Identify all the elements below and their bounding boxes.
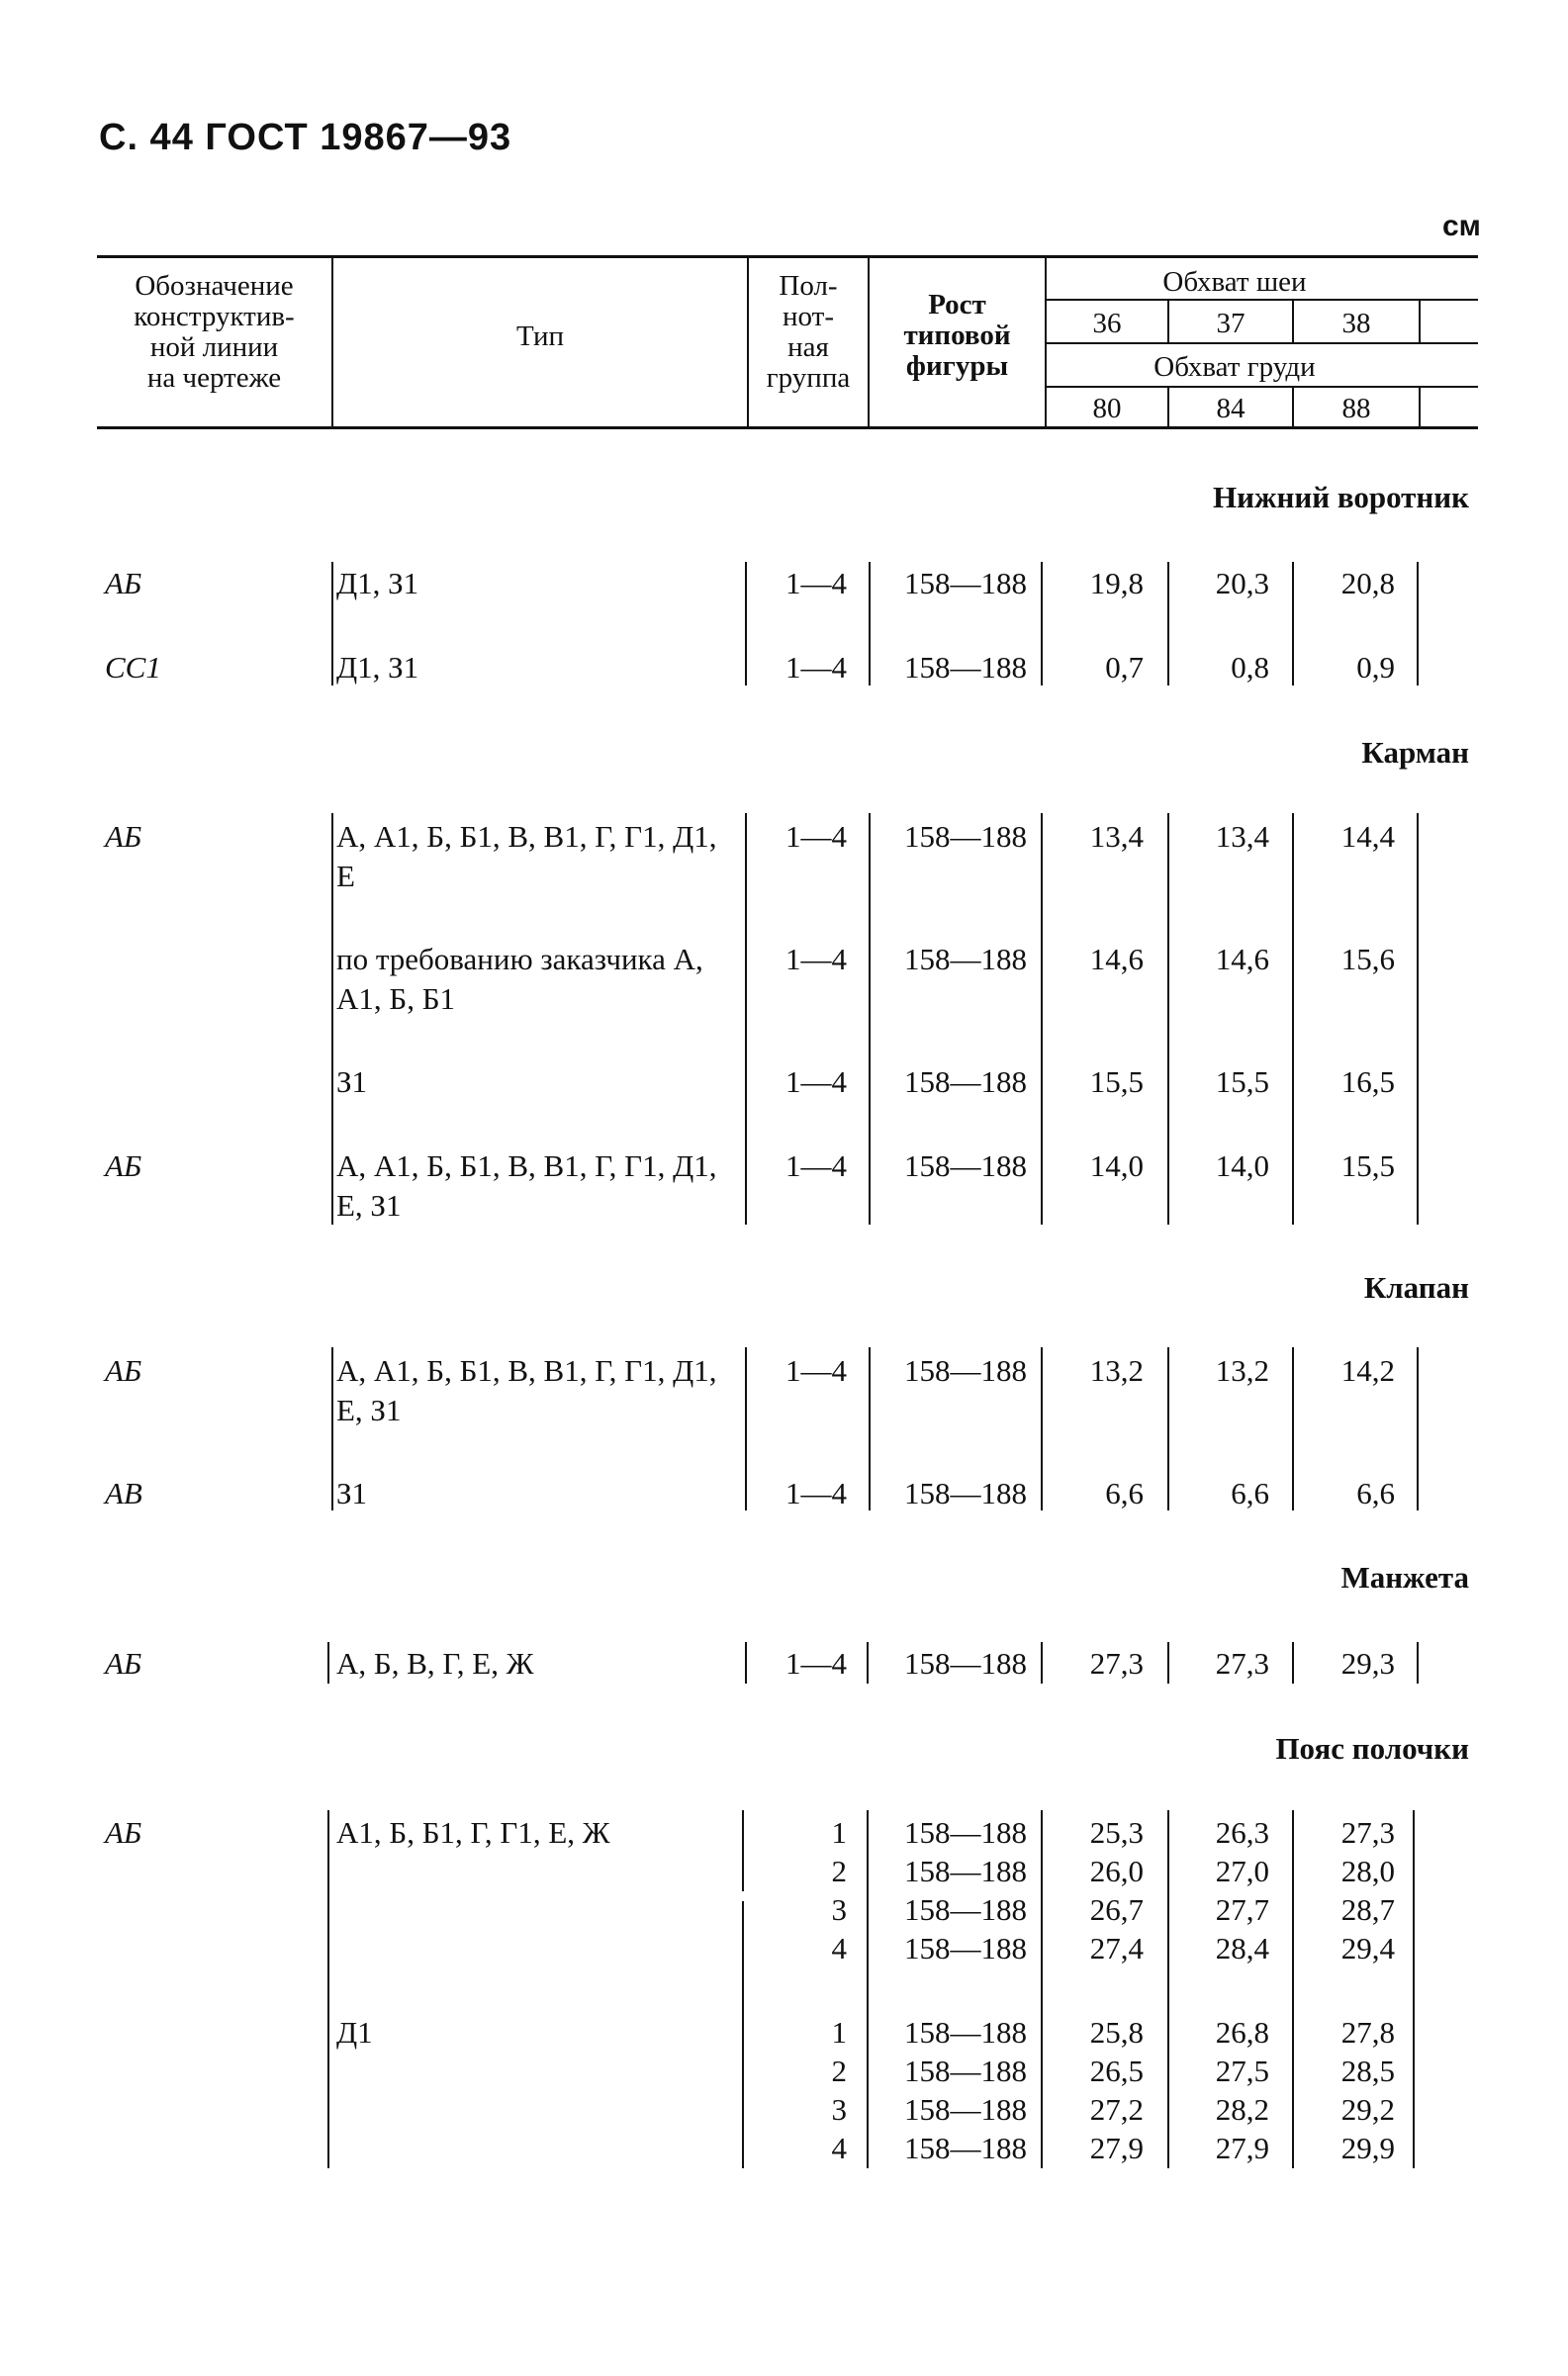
- cell-value: 14,0: [1215, 1148, 1269, 1183]
- cell-value: 16,5: [1340, 1064, 1395, 1099]
- cell-code: АБ: [105, 1646, 142, 1681]
- cell-group: 1—4: [785, 650, 847, 685]
- neck-value: 36: [1092, 308, 1122, 339]
- cell-value: 26,5: [1089, 2054, 1144, 2088]
- column-rule: [869, 562, 871, 685]
- cell-group: 2: [831, 1854, 847, 1888]
- neck-girth-label: Обхват шеи: [1162, 266, 1307, 298]
- column-rule: [331, 813, 333, 1225]
- cell-value: 0,9: [1356, 650, 1395, 685]
- neck-values-rule: [1047, 342, 1478, 344]
- cell-rost: 158—188: [904, 1148, 1027, 1183]
- cell-group: 1: [831, 1815, 847, 1850]
- neck-value: 38: [1341, 308, 1371, 339]
- column-rule: [327, 1642, 329, 1684]
- col-header-group-line: группа: [766, 362, 851, 394]
- cell-value: 15,5: [1215, 1064, 1269, 1099]
- cell-value: 27,9: [1089, 2131, 1144, 2165]
- column-rule: [1167, 813, 1169, 1225]
- cell-rost: 158—188: [904, 650, 1027, 685]
- col-header-code-line: ной линии: [149, 331, 279, 363]
- cell-type: А, А1, Б, Б1, В, В1, Г, Г1, Д1, Е, З1: [336, 1353, 717, 1427]
- cell-group: 4: [831, 2131, 847, 2165]
- cell-code: АБ: [105, 566, 142, 600]
- cell-value: 14,2: [1340, 1353, 1395, 1388]
- neck-value: 37: [1216, 308, 1245, 339]
- cell-value: 29,9: [1340, 2131, 1395, 2165]
- column-rule: [745, 562, 747, 685]
- chest-value: 88: [1341, 393, 1371, 424]
- column-rule: [1041, 562, 1043, 685]
- column-rule: [1417, 1642, 1419, 1684]
- cell-type: Д1, З1: [336, 650, 419, 685]
- cell-group: 1—4: [785, 1064, 847, 1099]
- section-title: Карман: [1361, 735, 1469, 770]
- cell-group: 1—4: [785, 566, 847, 600]
- cell-value: 27,8: [1340, 2015, 1395, 2050]
- col-header-code-line: конструктив-: [134, 301, 295, 332]
- cell-rost: 158—188: [904, 2015, 1027, 2050]
- col-header-type: Тип: [515, 320, 565, 352]
- col-header-code-line: Обозначение: [135, 270, 294, 302]
- column-rule: [331, 562, 333, 685]
- column-rule: [1167, 1810, 1169, 2168]
- column-rule: [742, 1810, 744, 1891]
- column-rule: [1167, 562, 1169, 685]
- cell-value: 27,0: [1215, 1854, 1269, 1888]
- cell-value: 13,2: [1089, 1353, 1144, 1388]
- column-rule: [1413, 1810, 1415, 2168]
- cell-rost: 158—188: [904, 1931, 1027, 1965]
- cell-type: Д1: [336, 2015, 373, 2050]
- cell-value: 27,2: [1089, 2092, 1144, 2127]
- cell-group: 2: [831, 2054, 847, 2088]
- cell-rost: 158—188: [904, 566, 1027, 600]
- cell-value: 29,3: [1340, 1646, 1395, 1681]
- header-divider: [1419, 388, 1421, 426]
- column-rule: [1167, 1642, 1169, 1684]
- cell-rost: 158—188: [904, 1854, 1027, 1888]
- cell-value: 28,7: [1340, 1892, 1395, 1927]
- cell-group: 1—4: [785, 819, 847, 854]
- cell-value: 13,4: [1215, 819, 1269, 854]
- cell-value: 25,3: [1089, 1815, 1144, 1850]
- cell-group: 4: [831, 1931, 847, 1965]
- cell-rost: 158—188: [904, 2131, 1027, 2165]
- cell-value: 26,7: [1089, 1892, 1144, 1927]
- cell-value: 26,0: [1089, 1854, 1144, 1888]
- header-divider: [1419, 299, 1421, 342]
- column-rule: [1041, 1810, 1043, 2168]
- cell-rost: 158—188: [904, 1064, 1027, 1099]
- cell-group: 1—4: [785, 1476, 847, 1510]
- column-rule: [742, 1901, 744, 2168]
- cell-group: 1: [831, 2015, 847, 2050]
- column-rule: [867, 1642, 869, 1684]
- cell-value: 28,2: [1215, 2092, 1269, 2127]
- header-bottom-rule: [97, 426, 1478, 429]
- cell-group: 1—4: [785, 1646, 847, 1681]
- cell-value: 14,6: [1215, 942, 1269, 976]
- column-rule: [1292, 1810, 1294, 2168]
- column-rule: [1417, 562, 1419, 685]
- cell-type: З1: [336, 1476, 368, 1510]
- column-rule: [1041, 1347, 1043, 1510]
- chest-girth-label: Обхват груди: [1153, 351, 1316, 383]
- cell-rost: 158—188: [904, 1476, 1027, 1510]
- header-top-rule: [97, 255, 1478, 258]
- cell-value: 15,6: [1340, 942, 1395, 976]
- section-title: Пояс полочки: [1275, 1731, 1469, 1766]
- chest-value: 80: [1092, 393, 1122, 424]
- col-header-group-line: нот-: [783, 301, 834, 332]
- cell-type: А, Б, В, Г, Е, Ж: [336, 1646, 534, 1681]
- cell-value: 0,7: [1105, 650, 1144, 685]
- cell-group: 1—4: [785, 1353, 847, 1388]
- cell-value: 19,8: [1089, 566, 1144, 600]
- cell-type: Д1, З1: [336, 566, 419, 600]
- cell-value: 27,9: [1215, 2131, 1269, 2165]
- col-header-rost-line: типовой: [903, 320, 1011, 351]
- cell-value: 20,3: [1215, 566, 1269, 600]
- cell-value: 27,3: [1215, 1646, 1269, 1681]
- cell-rost: 158—188: [904, 1646, 1027, 1681]
- chest-value: 84: [1216, 393, 1245, 424]
- unit-label: см: [1442, 210, 1481, 242]
- cell-code: АБ: [105, 1353, 142, 1388]
- col-header-rost: [870, 290, 1045, 382]
- column-rule: [1417, 1347, 1419, 1510]
- cell-value: 0,8: [1231, 650, 1269, 685]
- cell-code: АБ: [105, 819, 142, 854]
- cell-type: по требованию заказчика А, А1, Б, Б1: [336, 942, 703, 1016]
- cell-code: АБ: [105, 1815, 142, 1850]
- cell-type: А, А1, Б, Б1, В, В1, Г, Г1, Д1, Е, З1: [336, 1148, 717, 1223]
- col-header-group: [749, 271, 868, 394]
- cell-value: 29,2: [1340, 2092, 1395, 2127]
- col-header-group-line: Пол-: [779, 270, 838, 302]
- cell-type: З1: [336, 1064, 368, 1099]
- column-rule: [745, 1347, 747, 1510]
- cell-rost: 158—188: [904, 1353, 1027, 1388]
- column-rule: [869, 1347, 871, 1510]
- cell-type: А, А1, Б, Б1, В, В1, Г, Г1, Д1, Е: [336, 819, 717, 893]
- column-rule: [1417, 813, 1419, 1225]
- cell-value: 14,4: [1340, 819, 1395, 854]
- section-title: Манжета: [1340, 1560, 1469, 1595]
- cell-code: АВ: [105, 1476, 142, 1510]
- col-header-rost-line: фигуры: [905, 350, 1009, 382]
- cell-value: 26,3: [1215, 1815, 1269, 1850]
- cell-value: 27,3: [1089, 1646, 1144, 1681]
- col-header-code: [97, 271, 331, 394]
- cell-rost: 158—188: [904, 2054, 1027, 2088]
- cell-type: А1, Б, Б1, Г, Г1, Е, Ж: [336, 1815, 610, 1850]
- cell-rost: 158—188: [904, 1815, 1027, 1850]
- cell-value: 15,5: [1089, 1064, 1144, 1099]
- column-rule: [1167, 1347, 1169, 1510]
- col-header-code-line: на чертеже: [146, 362, 282, 394]
- column-rule: [1292, 562, 1294, 685]
- cell-value: 28,4: [1215, 1931, 1269, 1965]
- cell-value: 28,0: [1340, 1854, 1395, 1888]
- col-header-group-line: ная: [787, 331, 829, 363]
- cell-code: АБ: [105, 1148, 142, 1183]
- column-rule: [867, 1810, 869, 2168]
- column-rule: [1292, 813, 1294, 1225]
- section-title: Нижний воротник: [1213, 480, 1469, 514]
- cell-value: 6,6: [1105, 1476, 1144, 1510]
- cell-rost: 158—188: [904, 2092, 1027, 2127]
- cell-value: 6,6: [1356, 1476, 1395, 1510]
- cell-value: 14,0: [1089, 1148, 1144, 1183]
- cell-value: 13,2: [1215, 1353, 1269, 1388]
- cell-code: СС1: [105, 650, 161, 685]
- cell-value: 6,6: [1231, 1476, 1269, 1510]
- chest-label-rule: [1047, 386, 1478, 388]
- cell-value: 20,8: [1340, 566, 1395, 600]
- page-title: С. 44 ГОСТ 19867—93: [99, 117, 512, 158]
- cell-group: 1—4: [785, 1148, 847, 1183]
- cell-value: 29,4: [1340, 1931, 1395, 1965]
- column-rule: [869, 813, 871, 1225]
- col-header-rost-line: Рост: [928, 289, 986, 320]
- cell-value: 14,6: [1089, 942, 1144, 976]
- section-title: Клапан: [1363, 1270, 1469, 1305]
- column-rule: [1041, 1642, 1043, 1684]
- cell-value: 27,7: [1215, 1892, 1269, 1927]
- cell-value: 26,8: [1215, 2015, 1269, 2050]
- cell-rost: 158—188: [904, 942, 1027, 976]
- cell-group: 1—4: [785, 942, 847, 976]
- cell-value: 27,3: [1340, 1815, 1395, 1850]
- column-rule: [327, 1810, 329, 2168]
- cell-value: 28,5: [1340, 2054, 1395, 2088]
- column-rule: [1292, 1642, 1294, 1684]
- column-rule: [1292, 1347, 1294, 1510]
- cell-group: 3: [831, 1892, 847, 1927]
- cell-value: 25,8: [1089, 2015, 1144, 2050]
- cell-group: 3: [831, 2092, 847, 2127]
- cell-value: 27,5: [1215, 2054, 1269, 2088]
- column-rule: [331, 1347, 333, 1510]
- column-rule: [745, 813, 747, 1225]
- cell-value: 27,4: [1089, 1931, 1144, 1965]
- column-rule: [1041, 813, 1043, 1225]
- cell-rost: 158—188: [904, 819, 1027, 854]
- cell-value: 15,5: [1340, 1148, 1395, 1183]
- neck-label-rule: [1047, 299, 1478, 301]
- cell-value: 13,4: [1089, 819, 1144, 854]
- column-rule: [745, 1642, 747, 1684]
- cell-rost: 158—188: [904, 1892, 1027, 1927]
